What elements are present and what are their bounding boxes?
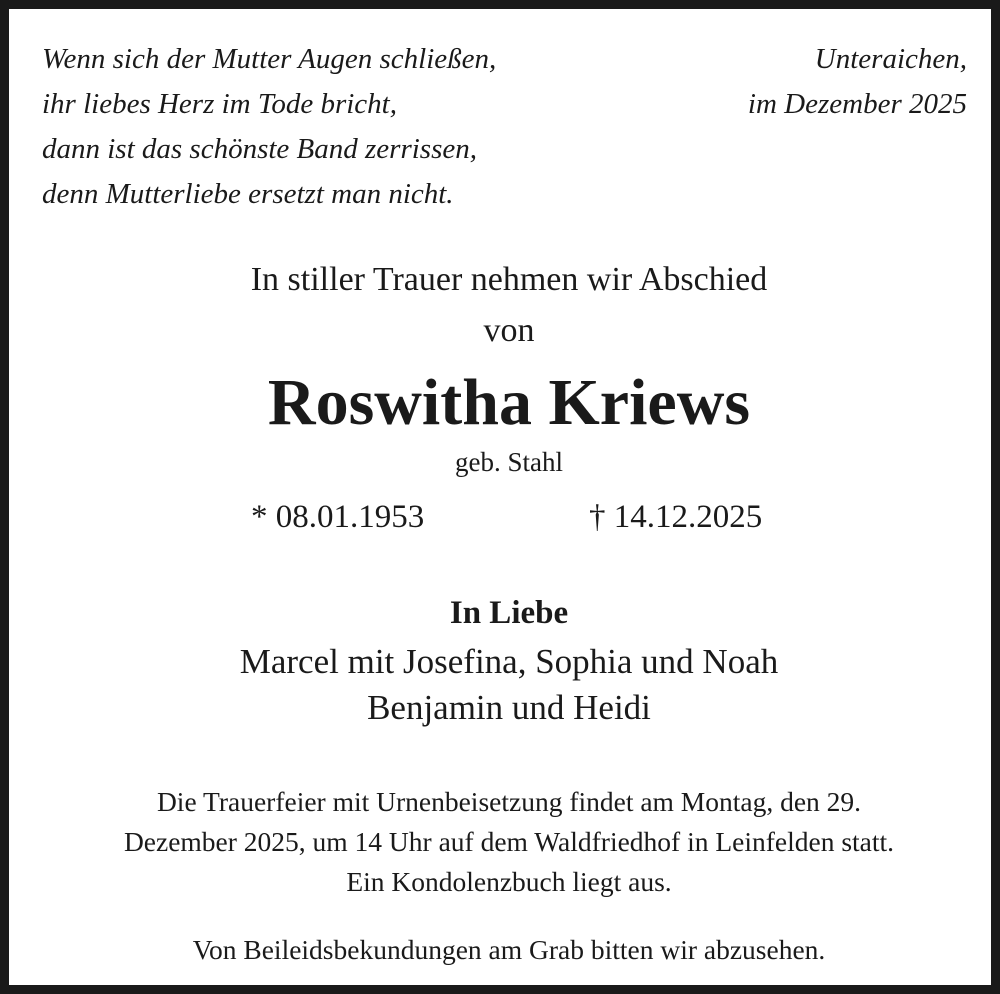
intro-text: In stiller Trauer nehmen wir Abschied [250, 261, 768, 298]
poem-line: Wenn sich der Mutter Augen schließen, [42, 43, 497, 75]
poem-line: dann ist das schönste Band zerrissen, [42, 133, 477, 165]
poem [42, 37, 642, 217]
place-date [647, 37, 967, 127]
service-info [9, 782, 1000, 902]
birth-date: * 08.01.1953 [251, 499, 425, 535]
deceased-name: Roswitha Kriews [267, 366, 751, 439]
death-date: † 14.12.2025 [589, 499, 763, 535]
von-text: von [483, 312, 535, 349]
condolence-note: Von Beileidsbekundungen am Grab bitten wir abzusehen. [192, 934, 826, 965]
service-line: Dezember 2025, um 14 Uhr auf dem Waldfriedhof in Leinfelden statt. [123, 826, 895, 857]
date-line: im Dezember 2025 [747, 88, 967, 120]
poem-line: denn Mutterliebe ersetzt man nicht. [42, 178, 454, 210]
place-line: Unteraichen, [814, 43, 967, 75]
mourners-line: Benjamin und Heidi [367, 688, 651, 727]
poem-line: ihr liebes Herz im Tode bricht, [42, 88, 397, 120]
maiden-name: geb. Stahl [455, 447, 563, 477]
service-line: Die Trauerfeier mit Urnenbeisetzung findet am Montag, den 29. [156, 786, 862, 817]
service-line: Ein Kondolenzbuch liegt aus. [346, 866, 672, 897]
mourners-heading: In Liebe [449, 595, 569, 631]
mourners-line: Marcel mit Josefina, Sophia und Noah [239, 642, 779, 681]
